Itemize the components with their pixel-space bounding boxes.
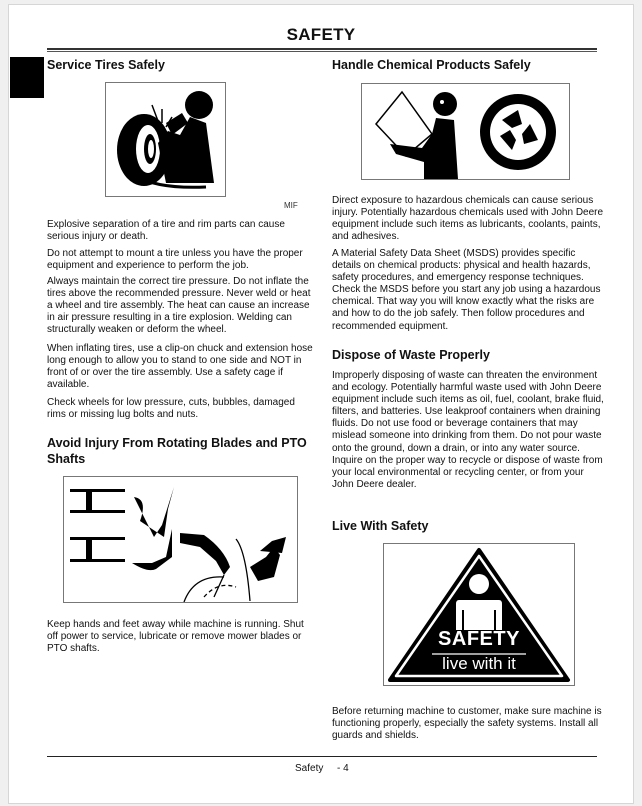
tires-paragraph-3: Always maintain the correct tire pressure. Do not inflate the tires above the recommended pressure. Never weld or heat a wheel and tire assembly. The heat can cause an increase in air pressure resulting in a tire explosion. Welding can structurally weaken or deform the wheel.	[47, 276, 311, 336]
tire-explosion-icon	[105, 82, 226, 197]
waste-paragraph-1: Improperly disposing of waste can threaten the environment and ecology. Potentially harmful waste used with John Deere equipment include such items as oil, fuel, coolant, brake fluid, filters, and batteries. Use leakproof containers when draining fluids. Do not use food or beverage containers that may mislead someone into drinking from them. Do not pour waste onto the ground, down a drain, or into any water source. Inquire on the proper way to recycle or dispose of waste from your local environmental or recycling center, or from your John Deere dealer.	[332, 370, 604, 490]
safety-triangle-icon	[383, 543, 575, 686]
page-title: SAFETY	[286, 25, 356, 44]
footer-rule	[47, 756, 597, 757]
heading-rotating-blades: Avoid Injury From Rotating Blades and PTO Shafts	[47, 436, 307, 466]
heading-service-tires: Service Tires Safely	[47, 58, 165, 72]
chemical-paragraph-2: A Material Safety Data Sheet (MSDS) provides specific details on chemical products: physical and health hazards, safety procedures, and emergency response techniques. Check the MSDS before you start any job using a hazardous chemical. That way you will know exactly what the risks are and how to do the job safely. Then follow procedures and recommended equipment.	[332, 248, 601, 332]
tires-paragraph-4: When inflating tires, use a clip-on chuck and extension hose long enough to allow you to stand to one side and NOT in front of or over the tire assembly. Use a safety cage if available.	[47, 343, 313, 391]
footer-page-number: - 4	[337, 763, 349, 774]
tires-paragraph-1: Explosive separation of a tire and rim parts can cause serious injury or death.	[47, 219, 285, 243]
tires-paragraph-2: Do not attempt to mount a tire unless you have the proper equipment and experience to perform the job.	[47, 248, 303, 272]
title-rule	[47, 48, 597, 52]
tires-paragraph-5: Check wheels for low pressure, cuts, bubbles, damaged rims or missing lug bolts and nuts.	[47, 397, 295, 421]
rotating-blades-icon	[63, 476, 298, 603]
footer-section: Safety	[295, 763, 324, 774]
heading-chemical-products: Handle Chemical Products Safely	[332, 58, 531, 72]
live-safety-paragraph-1: Before returning machine to customer, make sure machine is functioning properly, especially the safety systems. Install all guards and shields.	[332, 706, 602, 742]
sign-title: SAFETY	[438, 628, 520, 650]
blades-paragraph-1: Keep hands and feet away while machine is running. Shut off power to service, lubricate or remove mower blades or PTO shafts.	[47, 619, 304, 655]
heading-dispose-waste: Dispose of Waste Properly	[332, 348, 490, 362]
msds-recycle-icon	[361, 83, 570, 180]
sign-subtitle: live with it	[442, 654, 516, 673]
heading-live-with-safety: Live With Safety	[332, 519, 429, 533]
section-tab-marker	[10, 57, 44, 98]
figure-code: MIF	[284, 201, 298, 210]
chemical-paragraph-1: Direct exposure to hazardous chemicals can cause serious injury. Potentially hazardous chemicals used with John Deere equipment include such items as lubricants, coolants, paints, and adhesives.	[332, 195, 604, 243]
